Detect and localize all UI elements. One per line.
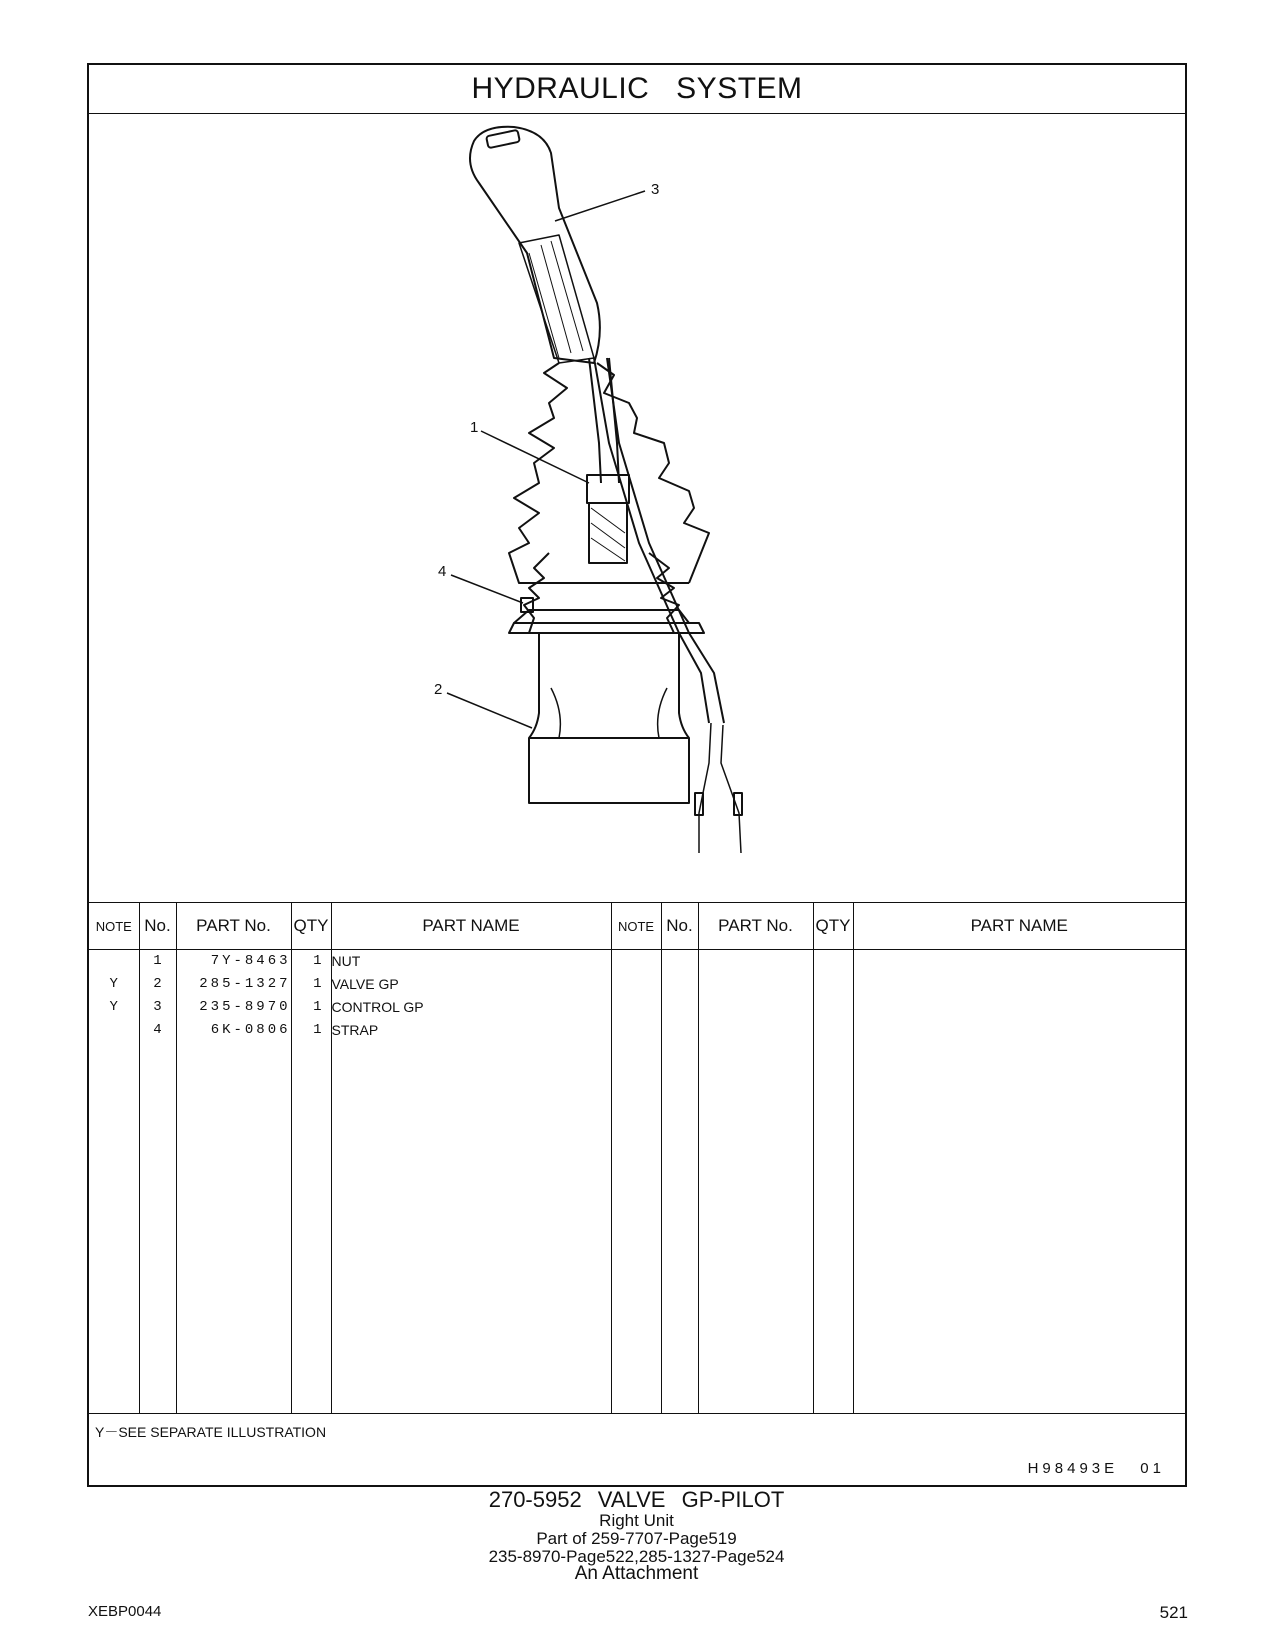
caption-part-of: Part of 259-7707-Page519 [536, 1529, 737, 1548]
part-name-cell: VALVE GP [331, 976, 399, 992]
quantity-cell: 1 [313, 953, 322, 969]
part-number-cell: 285-1327 [199, 976, 291, 992]
table-body-row [89, 950, 1185, 1414]
part-number-column-right [698, 950, 813, 1414]
caption-unit: Right Unit [599, 1511, 674, 1530]
caption-references: 235-8970-Page522,285-1327-Page524 [488, 1547, 785, 1566]
col-header-part-name-right: PART NAME [853, 903, 1185, 950]
table-header-row [89, 903, 1185, 950]
col-header-note-right: NOTE [611, 903, 661, 950]
callout-2: 2 [434, 681, 443, 698]
col-header-no-right: No. [661, 903, 698, 950]
part-name-cell: CONTROL GP [331, 999, 424, 1015]
note-cell [89, 1019, 139, 1042]
callout-4: 4 [438, 563, 447, 580]
quantity-cell: 1 [313, 976, 322, 992]
col-header-part-no-right: PART No. [698, 903, 813, 950]
col-header-qty: QTY [291, 903, 331, 950]
quantity-cell: 1 [313, 999, 322, 1015]
part-number-cell: 6K-0806 [210, 1022, 291, 1038]
caption-attachment: An Attachment [574, 1563, 699, 1584]
number-column-right [661, 950, 698, 1414]
quantity-column [291, 950, 331, 1414]
number-cell: 1 [153, 953, 162, 969]
part-number-column [176, 950, 291, 1414]
part-name-column [331, 950, 611, 1414]
part-number-cell: 235-8970 [199, 999, 291, 1015]
drawing-id: H98493E 01 [1027, 1460, 1165, 1477]
col-header-part-no: PART No. [176, 903, 291, 950]
col-header-part-name: PART NAME [331, 903, 611, 950]
note-cell: Y [109, 999, 118, 1015]
exploded-illustration [89, 113, 1185, 902]
parts-list-table [89, 902, 1185, 1414]
handle-grip [470, 127, 600, 363]
page-number: 521 [1159, 1603, 1188, 1622]
part-name-cell: NUT [331, 953, 361, 969]
number-column [139, 950, 176, 1414]
number-cell: 3 [153, 999, 162, 1015]
document-code: XEBP0044 [88, 1603, 162, 1620]
callout-3: 3 [651, 181, 660, 198]
part-number-cell: 7Y-8463 [210, 953, 291, 969]
valve-body [529, 633, 689, 803]
rubber-boot [509, 363, 567, 583]
note-cell: Y [109, 976, 118, 992]
callout-1: 1 [470, 419, 479, 436]
note-cell [89, 950, 139, 973]
control-lever-drawing [89, 113, 1185, 902]
note-column [89, 950, 139, 1414]
col-header-no: No. [139, 903, 176, 950]
quantity-column-right [813, 950, 853, 1414]
part-name-cell: STRAP [331, 1022, 379, 1038]
caption-title: 270-5952 VALVE GP-PILOT [488, 1487, 785, 1512]
number-cell: 2 [153, 976, 162, 992]
footnote: Y－SEE SEPARATE ILLUSTRATION [95, 1424, 327, 1440]
note-column-right [611, 950, 661, 1414]
section-title: HYDRAULIC SYSTEM [89, 65, 1185, 114]
quantity-cell: 1 [313, 1022, 322, 1038]
number-cell: 4 [153, 1022, 162, 1038]
col-header-note: NOTE [89, 903, 139, 950]
col-header-qty-right: QTY [813, 903, 853, 950]
parts-page-frame [87, 63, 1187, 1487]
part-name-column-right [853, 950, 1185, 1414]
